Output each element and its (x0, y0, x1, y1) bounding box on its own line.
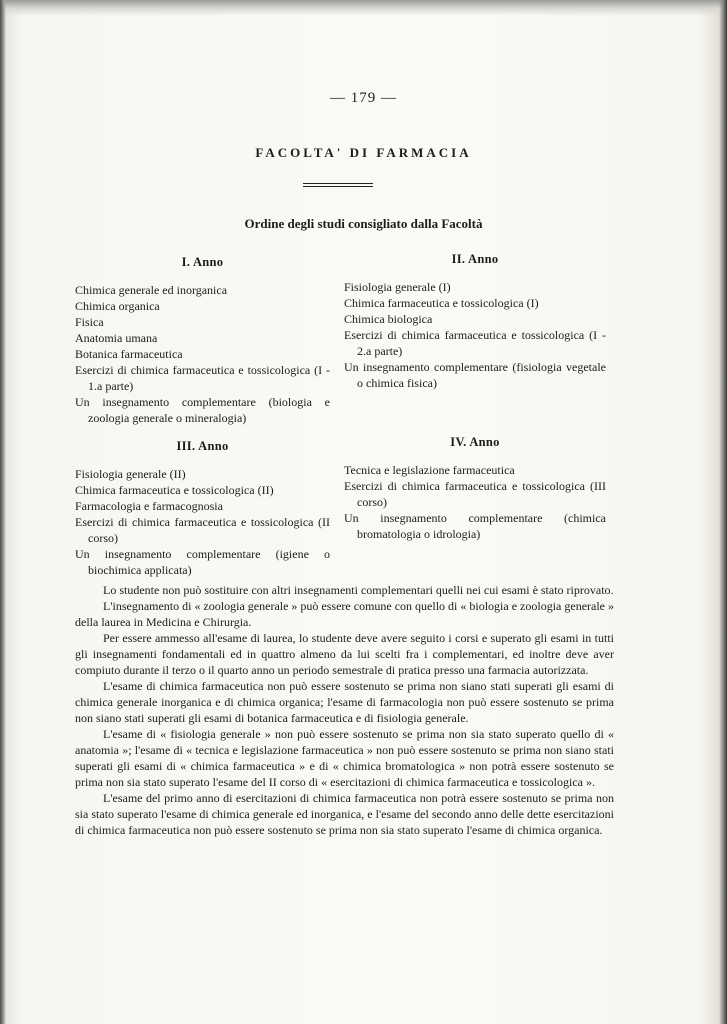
year-block-1 (75, 254, 330, 426)
course-item: Un insegnamento complementare (chimica bromatologia o idrologia) (344, 511, 606, 541)
course-item: Un insegnamento complementare (igiene o biochimica applicata) (75, 547, 330, 577)
year-heading: III. Anno (176, 439, 229, 453)
year-block-2 (344, 251, 606, 391)
paragraph: L'insegnamento di « zoologia generale » può essere comune con quello di « biologia e zoologia generale » della laurea in Medicina e Chirurgia. (75, 599, 614, 629)
year-heading: I. Anno (181, 255, 224, 269)
course-item: Chimica organica (75, 299, 160, 313)
regulations-text (75, 582, 614, 838)
paragraph: Lo studente non può sostituire con altri insegnamenti complementari quelli nei cui esami è stato riprovato. (103, 583, 614, 597)
course-item: Chimica generale ed inorganica (75, 283, 228, 297)
course-item: Fisica (75, 315, 104, 329)
course-item: Un insegnamento complementare (fisiologia vegetale o chimica fisica) (344, 360, 606, 390)
course-item: Fisiologia generale (I) (344, 280, 451, 294)
title-rule-top (303, 183, 373, 184)
course-item: Anatomia umana (75, 331, 158, 345)
page-title: FACOLTA' DI FARMACIA (255, 145, 472, 160)
course-item: Un insegnamento complementare (biologia e zoologia generale o mineralogia) (75, 395, 330, 425)
scan-edge-top (0, 0, 727, 16)
page-number: — 179 — (330, 90, 397, 106)
paragraph: L'esame di « fisiologia generale » non può essere sostenuto se prima non sia stato superato quello di « anatomia »; l'esame di « tecnica e legislazione farmaceutica » non può essere sostenuto se prima non siano stati superati gli esami di « chimica farmaceutica » e di « chimica bromatologica » non potrà essere sostenuto se prima non sia stato superato l'esame del II corso di « esercitazioni di chimica farmaceutica e tossicologica ». (75, 727, 614, 789)
course-item: Tecnica e legislazione farmaceutica (344, 463, 515, 477)
year-heading: IV. Anno (450, 435, 500, 449)
paragraph: Per essere ammesso all'esame di laurea, lo studente deve avere seguito i corsi e superato gli esami in tutti gli insegnamenti fondamentali ed in quattro almeno da lui scelti fra i complementari, ed inoltre deve aver compiuto durante il terzo o il quarto anno un periodo semestrale di pratica presso una farmacia autorizzata. (75, 631, 614, 677)
paragraph: L'esame del primo anno di esercitazioni di chimica farmaceutica non potrà essere sostenuto se prima non sia stato superato l'esame di chimica generale ed inorganica, e l'esame del secondo anno delle dette esercitazioni di chimica farmaceutica non può essere sostenuto se prima non sia stato superato l'esame di chimica organica. (75, 791, 614, 837)
course-item: Fisiologia generale (II) (75, 467, 186, 481)
year-block-3 (75, 438, 330, 578)
course-item: Chimica farmaceutica e tossicologica (II) (75, 483, 274, 497)
course-item: Chimica biologica (344, 312, 433, 326)
course-item: Botanica farmaceutica (75, 347, 183, 361)
title-rule-bottom (303, 186, 373, 187)
course-item: Esercizi di chimica farmaceutica e tossicologica (III corso) (344, 479, 606, 509)
course-item: Esercizi di chimica farmaceutica e tossicologica (II corso) (75, 515, 330, 545)
course-item: Esercizi di chimica farmaceutica e tossicologica (I - 2.a parte) (344, 328, 606, 358)
course-item: Farmacologia e farmacognosia (75, 499, 223, 513)
page-subtitle: Ordine degli studi consigliato dalla Facoltà (244, 216, 483, 231)
year-block-4 (344, 434, 606, 542)
paragraph: L'esame di chimica farmaceutica non può essere sostenuto se prima non siano stati superati gli esami di chimica generale inorganica e di chimica organica; l'esame di farmacologia non può essere sostenuto se prima non siano stati superati gli esami di botanica farmaceutica e di fisiologia generale. (75, 679, 614, 725)
course-item: Esercizi di chimica farmaceutica e tossicologica (I - 1.a parte) (75, 363, 330, 393)
course-item: Chimica farmaceutica e tossicologica (I) (344, 296, 539, 310)
year-heading: II. Anno (451, 252, 499, 266)
